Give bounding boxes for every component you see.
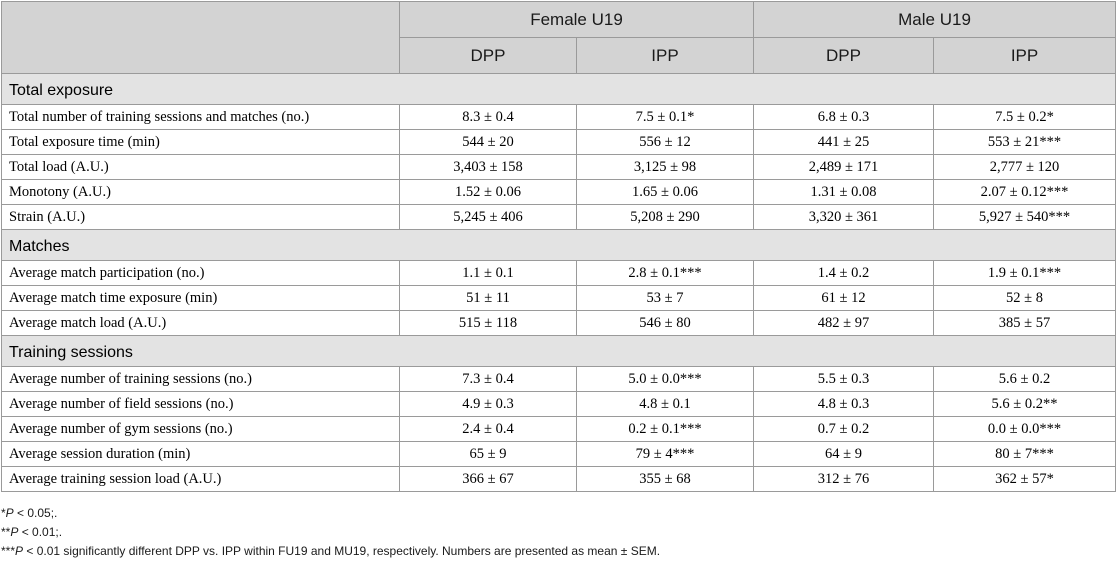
footnote-text: < 0.05;.	[13, 506, 58, 520]
section-title: Matches	[2, 230, 1116, 261]
table-row	[2, 261, 1116, 286]
table-cell: 5,927 ± 540***	[934, 205, 1116, 230]
table-cell: 312 ± 76	[754, 467, 934, 492]
table-cell: 4.9 ± 0.3	[400, 392, 577, 417]
table-cell: 5.6 ± 0.2	[934, 367, 1116, 392]
table-row	[2, 155, 1116, 180]
row-label: Average match participation (no.)	[2, 261, 400, 286]
header-group-female: Female U19	[400, 2, 754, 38]
table-cell: 1.31 ± 0.08	[754, 180, 934, 205]
footnote-text: < 0.01 significantly different DPP vs. IPP within FU19 and MU19, respectively. Numbers are presented as mean ± SEM.	[23, 544, 661, 558]
footnote-line	[1, 504, 660, 523]
footnote-p-symbol: P	[10, 525, 19, 539]
section-row	[2, 230, 1116, 261]
footnote-line	[1, 542, 660, 561]
results-table	[1, 1, 1116, 492]
row-label: Average number of training sessions (no.)	[2, 367, 400, 392]
header-corner-cell	[2, 2, 400, 74]
table-row	[2, 392, 1116, 417]
table-cell: 5,245 ± 406	[400, 205, 577, 230]
footnote-line	[1, 523, 660, 542]
table-cell: 515 ± 118	[400, 311, 577, 336]
row-label: Average number of field sessions (no.)	[2, 392, 400, 417]
row-label: Average match time exposure (min)	[2, 286, 400, 311]
footnote-marker: **	[1, 525, 11, 539]
table-body	[2, 74, 1116, 492]
table-cell: 1.1 ± 0.1	[400, 261, 577, 286]
footnote-text: < 0.01;.	[18, 525, 63, 539]
table-cell: 2.4 ± 0.4	[400, 417, 577, 442]
table-cell: 51 ± 11	[400, 286, 577, 311]
table-cell: 366 ± 67	[400, 467, 577, 492]
table-cell: 7.5 ± 0.2*	[934, 105, 1116, 130]
row-label: Strain (A.U.)	[2, 205, 400, 230]
section-title: Total exposure	[2, 74, 1116, 105]
table-row	[2, 467, 1116, 492]
table-cell: 0.2 ± 0.1***	[577, 417, 754, 442]
footnote-marker: ***	[1, 544, 16, 558]
table-cell: 8.3 ± 0.4	[400, 105, 577, 130]
table-cell: 5.0 ± 0.0***	[577, 367, 754, 392]
header-female-ipp: IPP	[577, 38, 754, 74]
table-cell: 1.9 ± 0.1***	[934, 261, 1116, 286]
table-row	[2, 130, 1116, 155]
table-cell: 7.5 ± 0.1*	[577, 105, 754, 130]
table-cell: 80 ± 7***	[934, 442, 1116, 467]
table-cell: 553 ± 21***	[934, 130, 1116, 155]
table-cell: 2.8 ± 0.1***	[577, 261, 754, 286]
section-row	[2, 74, 1116, 105]
row-label: Average number of gym sessions (no.)	[2, 417, 400, 442]
table-cell: 355 ± 68	[577, 467, 754, 492]
table-cell: 5.5 ± 0.3	[754, 367, 934, 392]
table-row	[2, 311, 1116, 336]
header-female-dpp: DPP	[400, 38, 577, 74]
table-cell: 5.6 ± 0.2**	[934, 392, 1116, 417]
table-cell: 61 ± 12	[754, 286, 934, 311]
table-cell: 482 ± 97	[754, 311, 934, 336]
table-cell: 385 ± 57	[934, 311, 1116, 336]
table-row	[2, 367, 1116, 392]
header-male-dpp: DPP	[754, 38, 934, 74]
row-label: Monotony (A.U.)	[2, 180, 400, 205]
table-cell: 2.07 ± 0.12***	[934, 180, 1116, 205]
table-cell: 5,208 ± 290	[577, 205, 754, 230]
table-cell: 546 ± 80	[577, 311, 754, 336]
table-cell: 2,489 ± 171	[754, 155, 934, 180]
table-cell: 4.8 ± 0.3	[754, 392, 934, 417]
table-cell: 7.3 ± 0.4	[400, 367, 577, 392]
table-row	[2, 286, 1116, 311]
table-cell: 3,320 ± 361	[754, 205, 934, 230]
table-cell: 52 ± 8	[934, 286, 1116, 311]
table-cell: 1.4 ± 0.2	[754, 261, 934, 286]
table-cell: 64 ± 9	[754, 442, 934, 467]
table-cell: 1.52 ± 0.06	[400, 180, 577, 205]
row-label: Average match load (A.U.)	[2, 311, 400, 336]
table-cell: 1.65 ± 0.06	[577, 180, 754, 205]
table-cell: 65 ± 9	[400, 442, 577, 467]
table-row	[2, 180, 1116, 205]
row-label: Total load (A.U.)	[2, 155, 400, 180]
footnote-p-symbol: P	[15, 544, 24, 558]
table-cell: 6.8 ± 0.3	[754, 105, 934, 130]
footnote-p-symbol: P	[5, 506, 14, 520]
footnote-marker: *	[1, 506, 6, 520]
row-label: Average training session load (A.U.)	[2, 467, 400, 492]
table-cell: 556 ± 12	[577, 130, 754, 155]
table-cell: 4.8 ± 0.1	[577, 392, 754, 417]
table-row	[2, 442, 1116, 467]
row-label: Average session duration (min)	[2, 442, 400, 467]
table-row	[2, 205, 1116, 230]
table-cell: 3,125 ± 98	[577, 155, 754, 180]
table-cell: 53 ± 7	[577, 286, 754, 311]
table-cell: 441 ± 25	[754, 130, 934, 155]
header-row-groups	[2, 2, 1116, 38]
table-cell: 3,403 ± 158	[400, 155, 577, 180]
table-cell: 2,777 ± 120	[934, 155, 1116, 180]
section-row	[2, 336, 1116, 367]
header-group-male: Male U19	[754, 2, 1116, 38]
header-male-ipp: IPP	[934, 38, 1116, 74]
table-row	[2, 105, 1116, 130]
table-cell: 0.0 ± 0.0***	[934, 417, 1116, 442]
table-cell: 79 ± 4***	[577, 442, 754, 467]
row-label: Total number of training sessions and matches (no.)	[2, 105, 400, 130]
table-cell: 0.7 ± 0.2	[754, 417, 934, 442]
row-label: Total exposure time (min)	[2, 130, 400, 155]
footnotes	[1, 504, 660, 561]
section-title: Training sessions	[2, 336, 1116, 367]
table-row	[2, 417, 1116, 442]
table-cell: 362 ± 57*	[934, 467, 1116, 492]
table-cell: 544 ± 20	[400, 130, 577, 155]
